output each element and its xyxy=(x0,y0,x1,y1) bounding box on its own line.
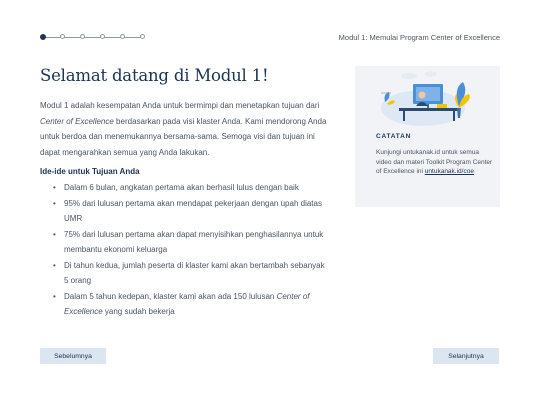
progress-step-6[interactable] xyxy=(140,34,145,39)
list-item xyxy=(40,289,330,320)
note-card xyxy=(355,66,500,207)
idea-emphasis: Center of Excellence xyxy=(64,291,310,316)
idea-text: Dalam 6 bulan, angkatan pertama akan berhasil lulus dengan baik xyxy=(64,183,299,192)
next-button[interactable]: Selanjutnya xyxy=(433,348,499,364)
progress-step-4[interactable] xyxy=(100,34,105,39)
note-text xyxy=(376,148,494,177)
intro-emphasis: Center of Excellence xyxy=(40,116,114,126)
idea-text-before: Dalam 5 tahun kedepan, klaster kami akan ada 150 lulusan xyxy=(64,291,277,301)
ideas-list xyxy=(40,180,330,320)
progress-step-1[interactable] xyxy=(40,34,46,40)
previous-button[interactable]: Sebelumnya xyxy=(40,348,106,364)
progress-track xyxy=(42,37,144,38)
idea-text-after: yang sudah bekerja xyxy=(102,307,175,316)
idea-text: 75% dari lulusan pertama akan dapat menyisihkan penghasilannya untuk membantu ekonomi keluarga xyxy=(64,229,324,254)
workspace-illustration xyxy=(379,66,479,126)
list-item xyxy=(40,258,330,289)
list-item xyxy=(40,227,330,258)
progress-step-5[interactable] xyxy=(120,34,125,39)
page-title: Selamat datang di Modul 1! xyxy=(40,66,269,85)
note-body: Kunjungi untukanak.id untuk semua video dan materi Toolkit Program Center of Excellence ini xyxy=(376,149,493,175)
intro-text-2: berdasarkan pada visi klaster Anda. Kami mendorong Anda untuk berdoa dan menemukannya bersama-sama. Semoga visi dan tujuan ini dapat mengarahkan semua yang Anda lakukan. xyxy=(40,116,327,157)
note-link[interactable]: untukanak.id/coe xyxy=(424,168,474,175)
intro-text-1: Modul 1 adalah kesempatan Anda untuk bermimpi dan menetapkan tujuan dari xyxy=(40,101,320,110)
module-progress-indicator xyxy=(40,33,146,41)
progress-step-2[interactable] xyxy=(60,34,65,39)
intro-paragraph xyxy=(40,98,330,160)
progress-step-3[interactable] xyxy=(80,34,85,39)
ideas-heading: Ide-ide untuk Tujuan Anda xyxy=(40,167,140,176)
list-item xyxy=(40,180,330,196)
idea-text: 95% dari lulusan pertama akan mendapat pekerjaan dengan upah diatas UMR xyxy=(64,198,322,223)
idea-text: Di tahun kedua, jumlah peserta di klaster kami akan bertambah sebanyak 5 orang xyxy=(64,260,325,285)
list-item xyxy=(40,196,330,227)
note-label: CATATAN xyxy=(376,133,412,140)
module-header-title: Modul 1: Memulai Program Center of Excellence xyxy=(338,33,500,42)
